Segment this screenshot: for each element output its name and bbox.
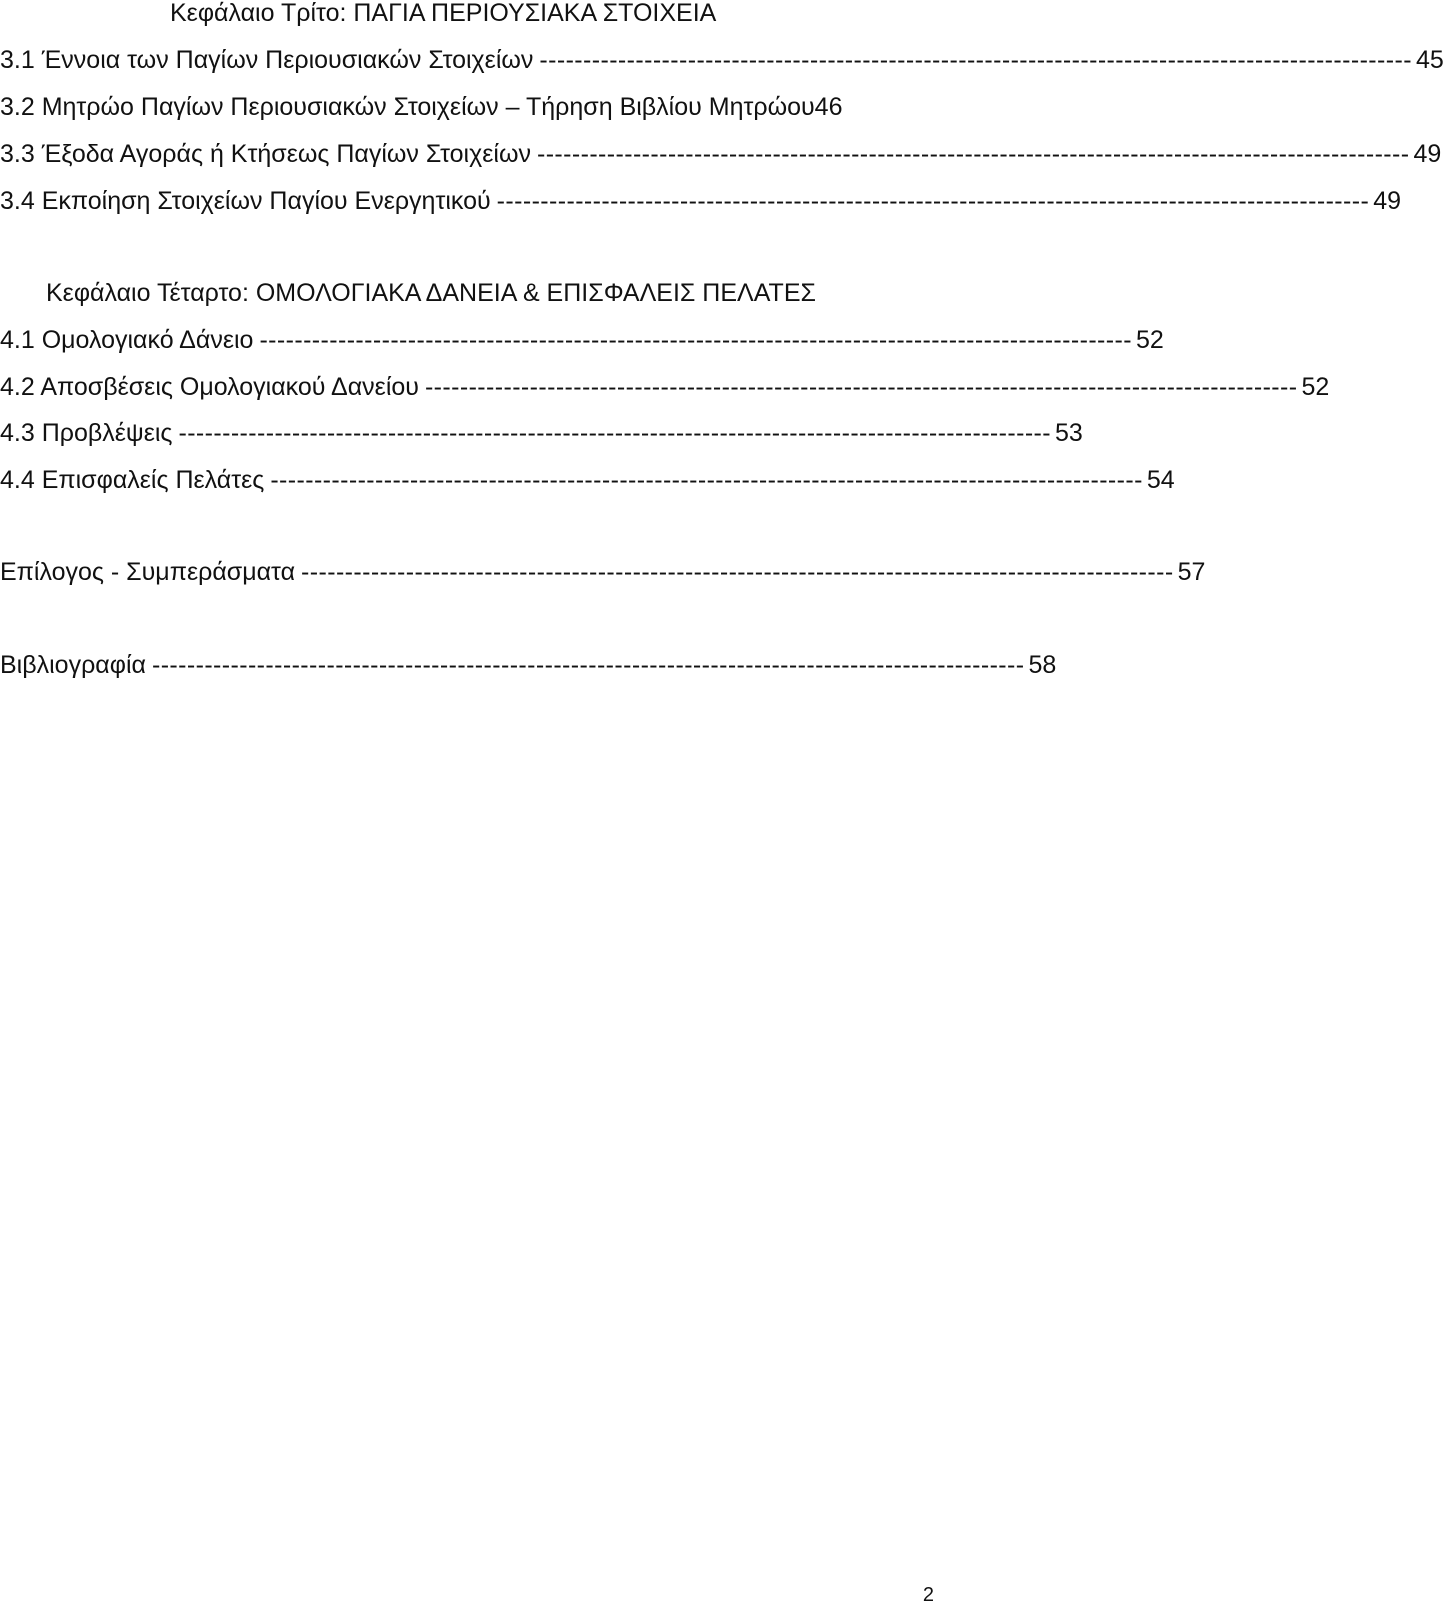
- dot-leader: ----------------------------------------------------------------------------------------------------: [539, 46, 1412, 74]
- toc-entry-page: 49: [1413, 140, 1442, 168]
- toc-entry-3-3[interactable]: [0, 139, 1442, 169]
- toc-entry-4-2[interactable]: [0, 372, 1330, 402]
- dot-leader: ----------------------------------------------------------------------------------------------------: [301, 558, 1174, 586]
- toc-entry-page: 53: [1055, 419, 1083, 447]
- toc-entry-title: 4.3 Προβλέψεις: [0, 419, 173, 447]
- toc-entry-title: 3.4 Εκποίηση Στοιχείων Παγίου Ενεργητικού: [0, 187, 491, 215]
- toc-entry-3-2[interactable]: [0, 92, 912, 122]
- toc-entry-4-3[interactable]: [0, 418, 1083, 448]
- toc-entry-4-4[interactable]: [0, 465, 1175, 495]
- dot-leader: ----------------------------------------------------------------------------------------------------: [536, 140, 1410, 168]
- toc-entry-title: 3.3 Έξοδα Αγοράς ή Κτήσεως Παγίων Στοιχείων: [0, 140, 531, 168]
- dot-leader: ----------------------------------------------------------------------------------------------------: [496, 187, 1370, 215]
- toc-entry-3-4[interactable]: [0, 186, 1402, 216]
- toc-entry-title: 4.4 Επισφαλείς Πελάτες: [0, 466, 265, 494]
- dot-leader: ----------------------------------------------------------------------------------------------------: [270, 466, 1143, 494]
- toc-entry-title: 3.2 Μητρώο Παγίων Περιουσιακών Στοιχείων – Τήρηση Βιβλίου Μητρώου46: [0, 93, 843, 121]
- toc-entry-title: 3.1 Έννοια των Παγίων Περιουσιακών Στοιχείων: [0, 46, 534, 74]
- toc-entry-4-1[interactable]: [0, 325, 1164, 355]
- dot-leader: ----------------------------------------------------------------------------------------------------: [259, 326, 1132, 354]
- toc-entry-title: 4.1 Ομολογιακό Δάνειο: [0, 326, 254, 354]
- toc-entry-page: 57: [1177, 558, 1206, 586]
- dot-leader: ----------------------------------------------------------------------------------------------------: [178, 419, 1052, 447]
- toc-entry-title: 4.2 Αποσβέσεις Ομολογιακού Δανείου: [0, 373, 419, 401]
- chapter-3-heading: Κεφάλαιο Τρίτο: ΠΑΓΙΑ ΠΕΡΙΟΥΣΙΑΚΑ ΣΤΟΙΧΕΙΑ: [170, 0, 717, 27]
- toc-entry-page: 58: [1028, 651, 1057, 679]
- toc-entry-bibliography[interactable]: [0, 650, 1057, 680]
- chapter-4-heading: Κεφάλαιο Τέταρτο: ΟΜΟΛΟΓΙΑΚΑ ΔΑΝΕΙΑ & ΕΠΙΣΦΑΛΕΙΣ ΠΕΛΑΤΕΣ: [46, 279, 816, 307]
- toc-entry-page: 52: [1135, 326, 1164, 354]
- toc-entry-3-1[interactable]: [0, 45, 1444, 75]
- dot-leader: ----------------------------------------------------------------------------------------------------: [151, 651, 1025, 679]
- page-number: 2: [922, 1584, 934, 1606]
- toc-entry-epilogue[interactable]: [0, 557, 1206, 587]
- toc-entry-page: 49: [1373, 187, 1402, 215]
- toc-entry-title: Επίλογος - Συμπεράσματα: [0, 558, 296, 586]
- toc-entry-page: 45: [1415, 46, 1444, 74]
- toc-entry-title: Βιβλιογραφία: [0, 651, 146, 679]
- toc-entry-page: 52: [1301, 373, 1330, 401]
- toc-entry-page: 54: [1146, 466, 1175, 494]
- dot-leader: ----------------------------------------------------------------------------------------------------: [424, 373, 1298, 401]
